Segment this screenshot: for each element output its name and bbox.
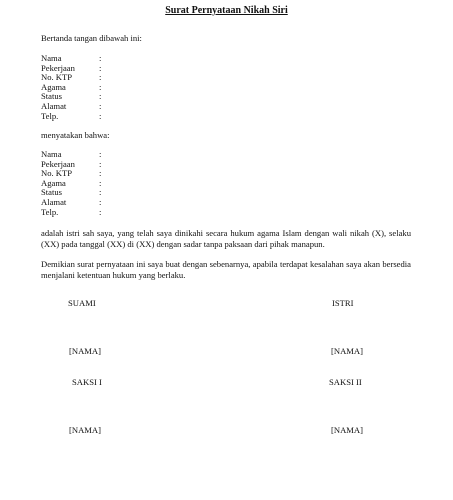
intro-text: Bertanda tangan dibawah ini: xyxy=(41,33,142,43)
field-colon: : xyxy=(99,206,102,217)
field-colon: : xyxy=(99,53,102,63)
field-label: Status xyxy=(41,187,63,198)
field-label: Telp. xyxy=(41,110,59,121)
witness-2-label: SAKSI II xyxy=(329,377,362,387)
field-label: Nama xyxy=(41,149,62,159)
field-colon: : xyxy=(99,158,102,169)
document-title: Surat Pernyataan Nikah Siri xyxy=(165,5,288,16)
field-colon: : xyxy=(99,187,102,198)
closing-paragraph: Demikian surat pernyataan ini saya buat dengan sebenarnya, apabila terdapat kesalahan saya akan bersedia menjalani ketentuan hukum yang berlaku. xyxy=(41,259,411,280)
declare-text: menyatakan bahwa: xyxy=(41,130,110,140)
field-colon: : xyxy=(99,177,102,188)
husband-name-placeholder: [NAMA] xyxy=(69,346,101,356)
witness-2-name-placeholder: [NAMA] xyxy=(331,425,363,435)
field-label: Telp. xyxy=(41,206,59,217)
field-colon: : xyxy=(99,91,102,102)
field-colon: : xyxy=(99,62,102,73)
wife-label: ISTRI xyxy=(332,298,354,308)
field-label: Pekerjaan xyxy=(41,62,75,73)
field-colon: : xyxy=(99,196,102,207)
field-colon: : xyxy=(99,149,102,159)
field-colon: : xyxy=(99,81,102,92)
field-label: No. KTP xyxy=(41,168,73,179)
field-colon: : xyxy=(99,110,102,121)
husband-label: SUAMI xyxy=(68,298,96,308)
field-colon: : xyxy=(99,168,102,179)
field-label: No. KTP xyxy=(41,72,73,83)
field-label: Nama xyxy=(41,53,62,63)
wife-name-placeholder: [NAMA] xyxy=(331,346,363,356)
witness-1-label: SAKSI I xyxy=(72,377,102,387)
field-label: Alamat xyxy=(41,196,67,207)
field-label: Agama xyxy=(41,81,66,92)
witness-1-name-placeholder: [NAMA] xyxy=(69,425,101,435)
field-label: Alamat xyxy=(41,100,67,111)
statement-paragraph: adalah istri sah saya, yang telah saya dinikahi secara hukum agama Islam dengan wali nikah (X), selaku (XX) pada tanggal (XX) di (XX) dengan sadar tanpa paksaan dari pihak manapun. xyxy=(41,228,411,249)
field-colon: : xyxy=(99,72,102,83)
field-label: Agama xyxy=(41,177,66,188)
field-label: Pekerjaan xyxy=(41,158,75,169)
field-colon: : xyxy=(99,100,102,111)
field-label: Status xyxy=(41,91,63,102)
